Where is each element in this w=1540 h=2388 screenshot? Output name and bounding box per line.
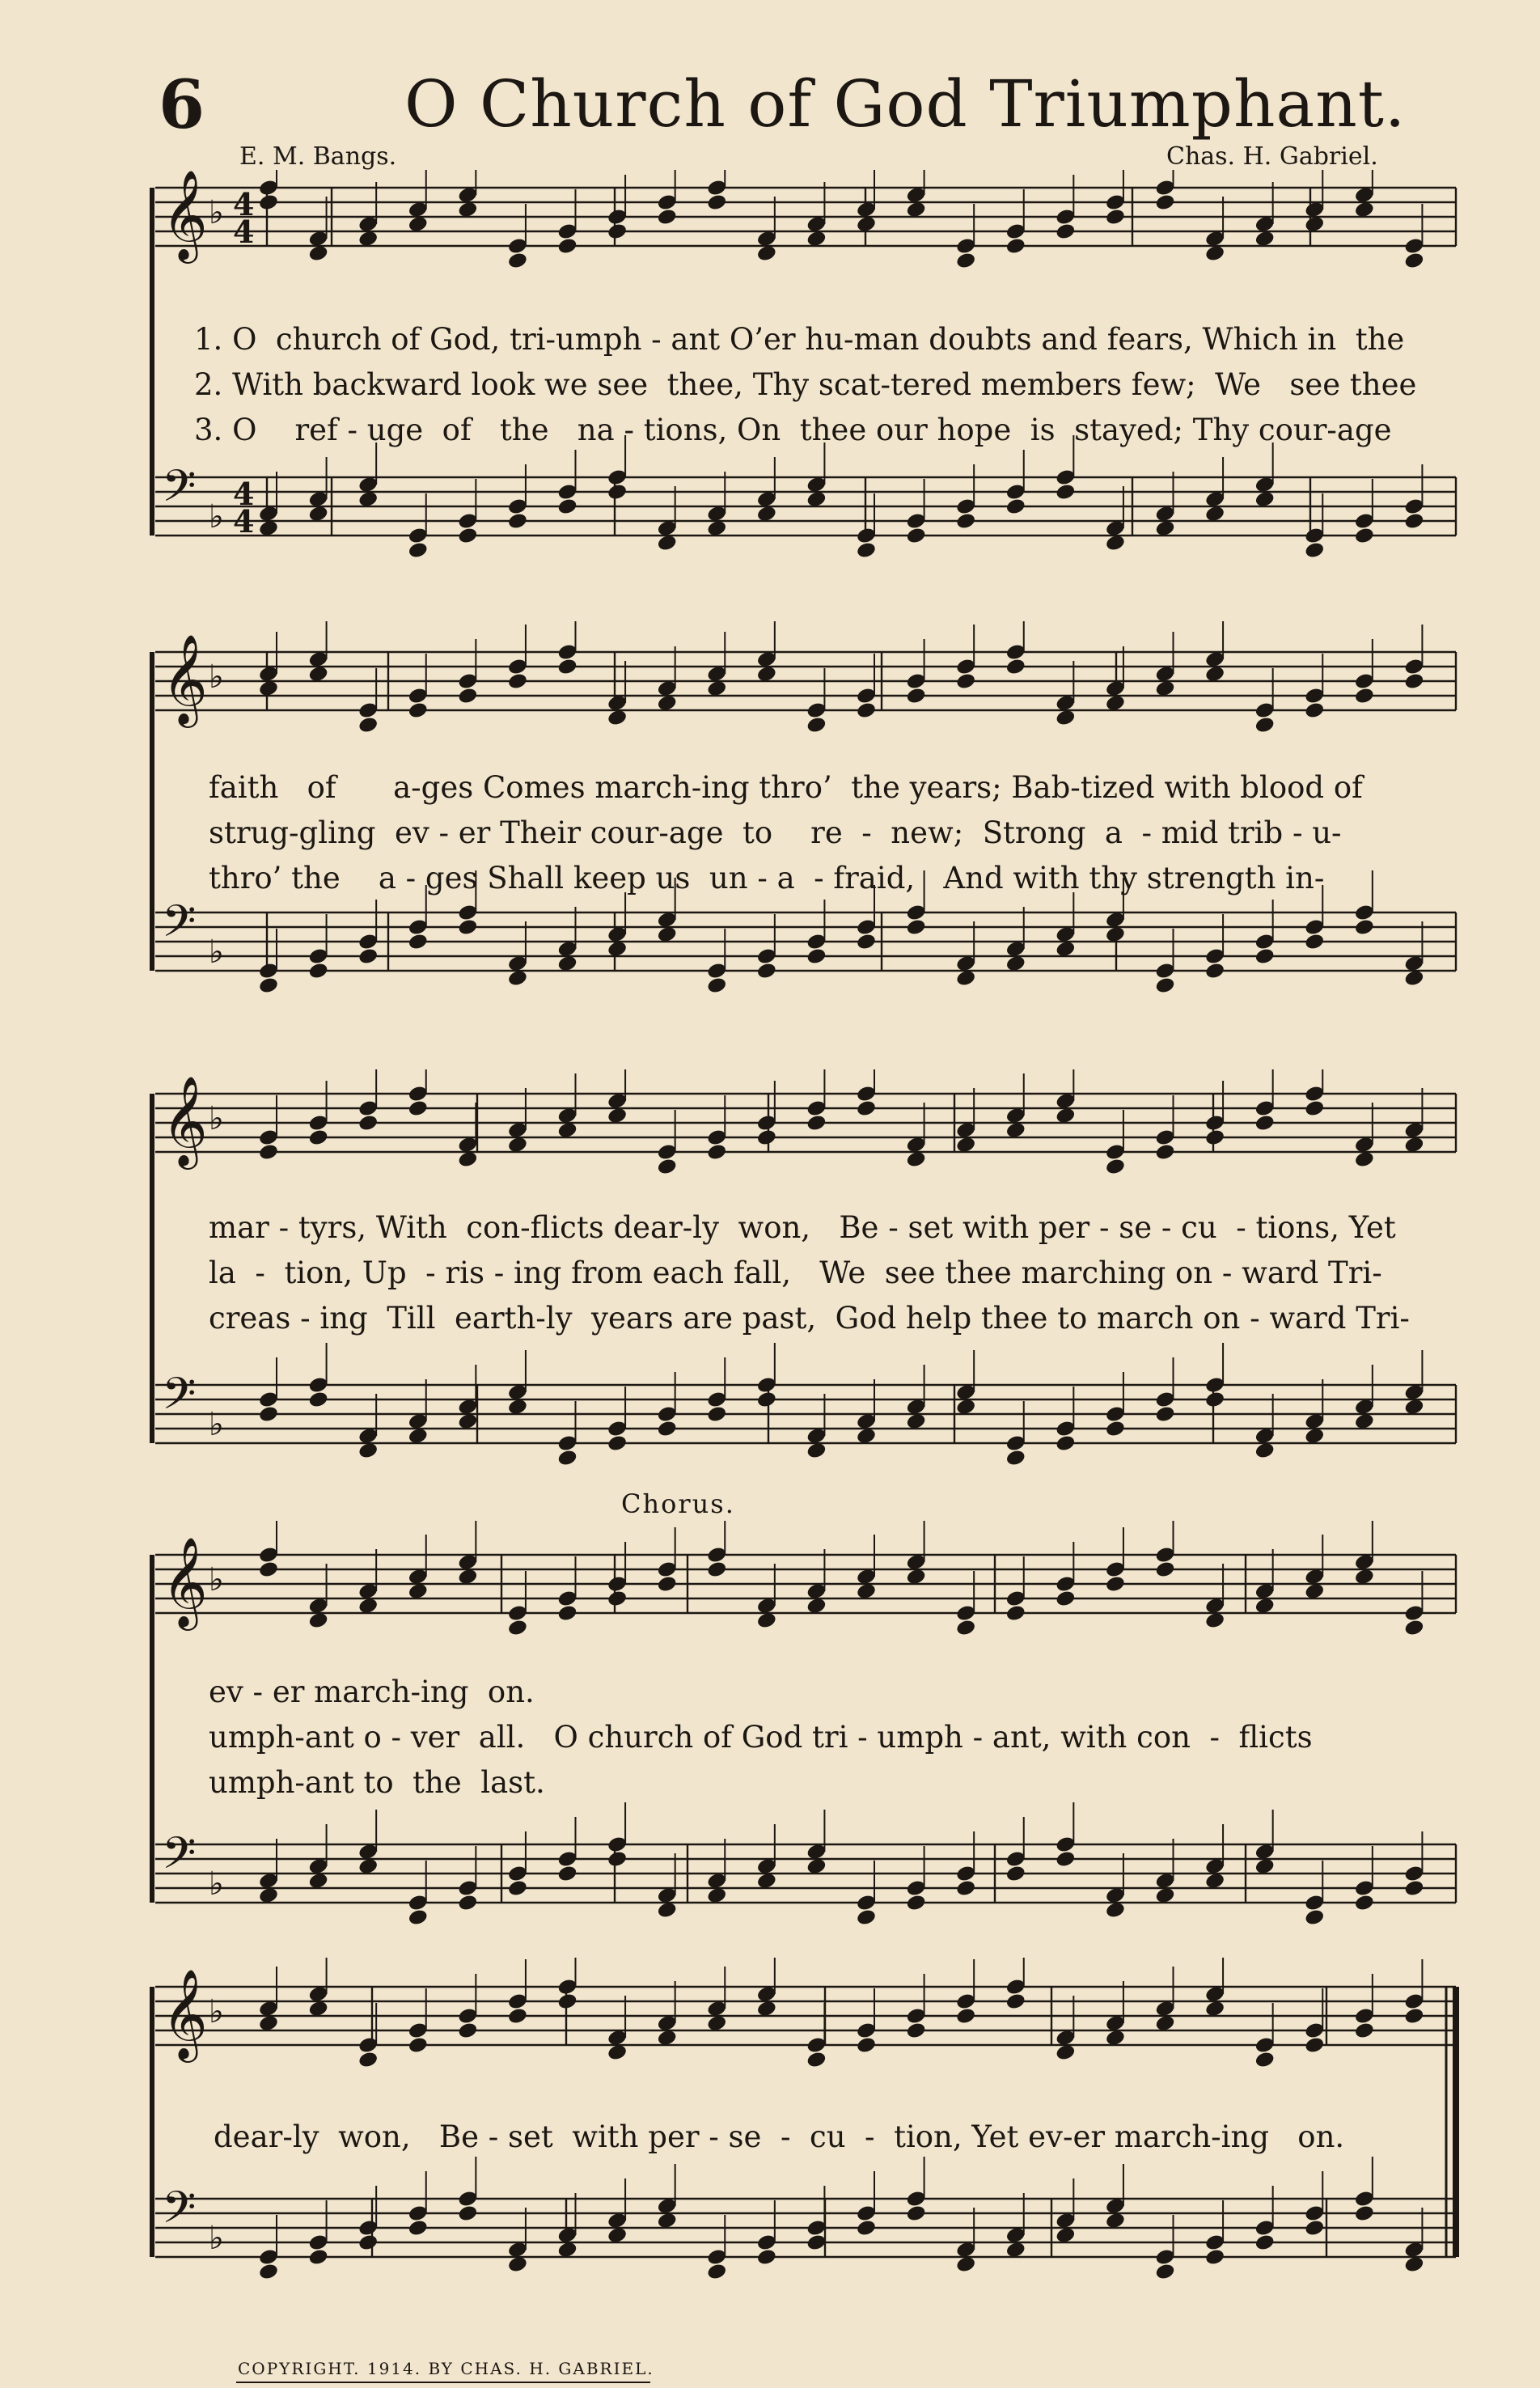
flat-icon: ♭ xyxy=(209,658,224,696)
lyric-line-s4-v3: umph-ant to the last. xyxy=(209,1765,545,1800)
flat-icon: ♭ xyxy=(209,1993,224,2030)
note-head xyxy=(358,2051,379,2069)
note-head xyxy=(706,976,727,995)
note-head xyxy=(556,498,578,516)
note-head xyxy=(756,962,777,980)
flat-icon: ♭ xyxy=(209,1561,224,1598)
note-head xyxy=(358,947,379,966)
note-head xyxy=(856,933,877,951)
note-head xyxy=(756,1391,777,1409)
note-head xyxy=(1254,2233,1276,2252)
note-head xyxy=(258,1405,279,1424)
note-head xyxy=(1304,2036,1325,2055)
note-head xyxy=(308,2248,329,2267)
note-head xyxy=(1105,1420,1126,1438)
note-head xyxy=(1005,1449,1026,1467)
note-head xyxy=(1005,1604,1026,1623)
note-head xyxy=(308,962,329,980)
note-head xyxy=(756,1128,777,1147)
note-head xyxy=(408,1908,429,1927)
note-head xyxy=(408,541,429,560)
treble-clef-icon: 𝄞 xyxy=(162,1075,208,1166)
note-head xyxy=(1055,483,1076,502)
note-head xyxy=(1005,1992,1026,2011)
bass-clef-icon: 𝄢 xyxy=(162,1827,197,1890)
note-head xyxy=(806,2051,827,2069)
note-head xyxy=(1354,527,1375,545)
note-head xyxy=(556,237,578,256)
note-head xyxy=(507,1879,528,1898)
lyric-line-s1-v2: 2. With backward look we see thee, Thy scat-tered members few; We see thee xyxy=(194,367,1417,402)
note-head xyxy=(258,2263,279,2281)
lyric-line-s4-v1: ev - er march-ing on. xyxy=(209,1675,535,1709)
note-head xyxy=(955,512,976,531)
lyricist-credit: E. M. Bangs. xyxy=(239,142,397,171)
note-head xyxy=(507,2007,528,2026)
note-head xyxy=(657,208,678,227)
note-head xyxy=(358,716,379,735)
note-head xyxy=(507,252,528,270)
note-head xyxy=(955,1879,976,1898)
note-head xyxy=(258,1560,279,1579)
note-head xyxy=(1005,237,1026,256)
bass-clef-icon: 𝄢 xyxy=(162,1368,197,1430)
note-head xyxy=(607,483,628,502)
note-head xyxy=(556,1604,578,1623)
note-head xyxy=(706,1560,727,1579)
note-head xyxy=(906,687,927,705)
note-head xyxy=(856,701,877,720)
note-head xyxy=(1304,1099,1325,1118)
note-head xyxy=(258,976,279,995)
note-head xyxy=(906,2204,927,2223)
note-head xyxy=(1105,1158,1126,1176)
note-head xyxy=(1304,701,1325,720)
treble-clef-icon: 𝄞 xyxy=(162,633,208,724)
note-head xyxy=(1354,2022,1375,2040)
lyric-line-s2-v2: strug-gling ev - er Their cour-age to re - new; Strong a - mid trib - u- xyxy=(209,815,1342,850)
note-head xyxy=(1204,2248,1225,2267)
lyric-line-s4-v2: umph-ant o - ver all. O church of God tri - umph - ant, with con - flicts xyxy=(209,1720,1313,1755)
note-head xyxy=(408,1099,429,1118)
note-head xyxy=(1254,716,1276,735)
note-head xyxy=(607,222,628,241)
time-signature-digit: 4 xyxy=(233,503,255,540)
lyric-line-s2-v1: faith of a-ges Comes march-ing thro’ the years; Bab-tized with blood of xyxy=(209,770,1363,805)
note-head xyxy=(308,1391,329,1409)
note-head xyxy=(258,193,279,212)
note-head xyxy=(1005,658,1026,676)
note-head xyxy=(1403,1619,1424,1637)
lyric-line-s3-v3: creas - ing Till earth-ly years are past, God help thee to march on - ward Tri- xyxy=(209,1301,1410,1336)
note-head xyxy=(706,193,727,212)
note-head xyxy=(706,1405,727,1424)
note-head xyxy=(1354,918,1375,937)
note-head xyxy=(1304,1908,1325,1927)
note-head xyxy=(408,2036,429,2055)
flat-icon: ♭ xyxy=(209,2220,224,2257)
flat-icon: ♭ xyxy=(209,498,224,536)
time-signature-digit: 4 xyxy=(233,214,255,250)
note-head xyxy=(806,2233,827,2252)
note-head xyxy=(408,933,429,951)
lyric-line-s2-v3: thro’ the a - ges Shall keep us un - a - fraid, And with thy strength in- xyxy=(209,861,1325,896)
note-head xyxy=(856,541,877,560)
lyric-line-s1-v1: 1. O church of God, tri-umph - ant O’er hu-man doubts and fears, Which in the xyxy=(194,322,1405,357)
treble-clef-icon: 𝄞 xyxy=(162,1968,208,2059)
note-head xyxy=(457,918,478,937)
note-head xyxy=(906,2022,927,2040)
note-head xyxy=(1204,1128,1225,1147)
note-head xyxy=(1254,2051,1276,2069)
note-head xyxy=(457,687,478,705)
note-head xyxy=(806,716,827,735)
bass-clef-icon: 𝄢 xyxy=(162,896,197,958)
bass-clef-icon: 𝄢 xyxy=(162,2182,197,2244)
note-head xyxy=(806,1114,827,1133)
note-head xyxy=(358,2233,379,2252)
hymn-number: 6 xyxy=(159,66,205,144)
note-head xyxy=(1055,1590,1076,1608)
lyric-line-s5-v1: dear-ly won, Be - set with per - se - cu - tion, Yet ev-er march-ing on. xyxy=(214,2119,1345,2154)
time-signature-digit: 4 xyxy=(233,186,255,222)
note-head xyxy=(556,658,578,676)
note-head xyxy=(1403,2007,1424,2026)
note-head xyxy=(358,1114,379,1133)
flat-icon: ♭ xyxy=(209,194,224,231)
note-head xyxy=(1403,512,1424,531)
note-head xyxy=(706,2263,727,2281)
note-head xyxy=(1204,1391,1225,1409)
note-head xyxy=(955,1619,976,1637)
lyric-line-s3-v1: mar - tyrs, With con-flicts dear-ly won, Be - set with per - se - cu - tions, Yet xyxy=(209,1210,1396,1245)
note-head xyxy=(856,1099,877,1118)
note-head xyxy=(1304,2219,1325,2238)
chorus-label: Chorus. xyxy=(621,1488,735,1519)
note-head xyxy=(1055,222,1076,241)
note-head xyxy=(1354,2204,1375,2223)
composer-credit: Chas. H. Gabriel. xyxy=(1166,142,1378,171)
note-head xyxy=(1154,1405,1175,1424)
note-head xyxy=(556,1449,578,1467)
copyright-notice: COPYRIGHT. 1914. BY CHAS. H. GABRIEL. xyxy=(238,2359,654,2378)
note-head xyxy=(1403,1879,1424,1898)
flat-icon: ♭ xyxy=(209,1865,224,1903)
note-head xyxy=(856,2036,877,2055)
note-head xyxy=(1304,933,1325,951)
note-head xyxy=(856,2219,877,2238)
treble-clef-icon: 𝄞 xyxy=(162,1536,208,1627)
note-head xyxy=(308,1128,329,1147)
note-head xyxy=(1204,962,1225,980)
note-head xyxy=(408,2219,429,2238)
note-head xyxy=(1154,1143,1175,1162)
note-head xyxy=(507,512,528,531)
note-head xyxy=(1105,208,1126,227)
note-head xyxy=(1254,1114,1276,1133)
copyright-rule xyxy=(236,2382,650,2383)
note-head xyxy=(457,2204,478,2223)
note-head xyxy=(556,1992,578,2011)
note-head xyxy=(457,2022,478,2040)
note-head xyxy=(1354,687,1375,705)
note-head xyxy=(756,2248,777,2267)
treble-clef-icon: 𝄞 xyxy=(162,170,208,260)
note-head xyxy=(1055,1850,1076,1869)
note-head xyxy=(906,1894,927,1912)
bass-clef-icon: 𝄢 xyxy=(162,460,197,523)
lyric-line-s3-v2: la - tion, Up - ris - ing from each fall, We see thee marching on - ward Tri- xyxy=(209,1255,1382,1290)
lyric-line-s1-v3: 3. O ref - uge of the na - tions, On thee our hope is stayed; Thy cour-age xyxy=(194,413,1392,447)
note-head xyxy=(607,1590,628,1608)
note-head xyxy=(457,527,478,545)
note-head xyxy=(507,1619,528,1637)
note-head xyxy=(955,252,976,270)
note-head xyxy=(457,1894,478,1912)
note-head xyxy=(607,1434,628,1453)
note-head xyxy=(906,918,927,937)
note-head xyxy=(607,1850,628,1869)
note-head xyxy=(806,947,827,966)
note-head xyxy=(1154,1560,1175,1579)
note-head xyxy=(408,701,429,720)
note-head xyxy=(1154,193,1175,212)
note-head xyxy=(1403,672,1424,691)
note-head xyxy=(955,672,976,691)
note-head xyxy=(1403,252,1424,270)
note-head xyxy=(1254,947,1276,966)
note-head xyxy=(1154,2263,1175,2281)
note-head xyxy=(657,1575,678,1594)
flat-icon: ♭ xyxy=(209,1406,224,1443)
note-head xyxy=(1354,1894,1375,1912)
note-head xyxy=(706,1143,727,1162)
time-signature-digit: 4 xyxy=(233,476,255,512)
note-head xyxy=(1055,1434,1076,1453)
hymn-title: O Church of God Triumphant. xyxy=(404,66,1407,142)
note-head xyxy=(556,1865,578,1883)
note-head xyxy=(1105,1575,1126,1594)
note-head xyxy=(1154,976,1175,995)
note-head xyxy=(657,1420,678,1438)
flat-icon: ♭ xyxy=(209,1100,224,1137)
note-head xyxy=(856,1908,877,1927)
note-head xyxy=(1304,541,1325,560)
note-head xyxy=(1005,498,1026,516)
note-head xyxy=(906,527,927,545)
note-head xyxy=(1005,1865,1026,1883)
flat-icon: ♭ xyxy=(209,934,224,971)
note-head xyxy=(657,1158,678,1176)
note-head xyxy=(955,2007,976,2026)
note-head xyxy=(507,672,528,691)
note-head xyxy=(258,1143,279,1162)
